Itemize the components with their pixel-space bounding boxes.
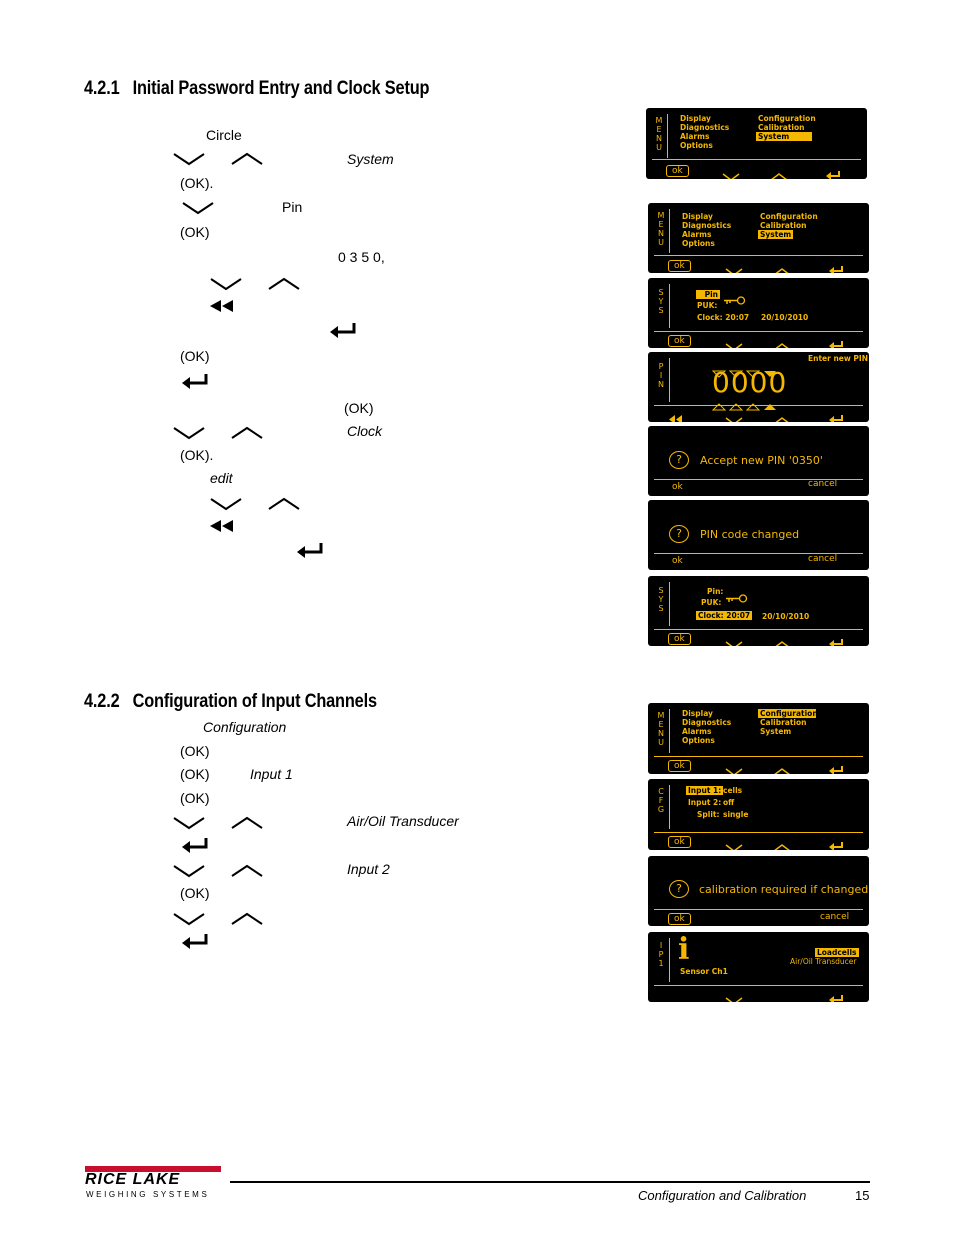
menu-item: Diagnostics — [682, 221, 732, 230]
step-ok: (OK). — [180, 447, 214, 463]
menu-item-selected: Configuration — [760, 709, 818, 718]
enter-icon — [329, 322, 357, 338]
key-icon — [724, 290, 746, 309]
section-title: Initial Password Entry and Clock Setup — [132, 78, 430, 99]
section-heading-4-2-1 — [84, 78, 429, 100]
lcd-ip1-sensor — [648, 932, 869, 1002]
menu-item: Calibration — [760, 718, 807, 727]
info-icon: i — [678, 932, 690, 967]
down-arrow-icon — [172, 864, 206, 878]
step-ok: (OK) — [180, 348, 210, 364]
menu-item-selected: System — [760, 230, 792, 239]
ok-softkey: ok — [668, 836, 691, 848]
side-label: C F G — [657, 787, 665, 814]
ok-softkey: ok — [668, 633, 691, 645]
down-softkey-icon — [725, 634, 743, 646]
cancel-softkey: cancel — [820, 912, 850, 922]
menu-item: Calibration — [758, 123, 805, 132]
question-icon: ? — [669, 451, 689, 469]
sys-date: 20/10/2010 — [761, 313, 809, 322]
step-pin: Pin — [282, 199, 303, 215]
step-input1: Input 1 — [250, 766, 293, 782]
side-label: M E N U — [657, 711, 665, 747]
lcd-menu-configuration — [648, 703, 869, 774]
up-arrow-icon — [230, 864, 264, 878]
up-softkey-icon — [770, 166, 788, 179]
enter-softkey-icon — [829, 409, 843, 422]
footer-rule — [230, 1181, 870, 1183]
step-transducer: Air/Oil Transducer — [347, 813, 459, 829]
enter-icon — [181, 837, 209, 853]
section-heading-4-2-2 — [84, 691, 377, 713]
cfg-input2: Input 2: — [688, 798, 722, 807]
lcd-pin-entry — [648, 352, 869, 422]
lcd-calibration-required — [648, 856, 869, 926]
side-label: M E N U — [655, 116, 663, 152]
up-arrow-icon — [230, 426, 264, 440]
down-softkey-icon — [725, 261, 743, 273]
ip-sensor-label: Sensor Ch1 — [680, 967, 728, 976]
down-softkey-icon — [725, 761, 743, 774]
section-number: 4.2.2 — [84, 691, 120, 712]
cfg-input1-value: cells — [723, 786, 743, 795]
menu-item: Options — [680, 141, 713, 150]
menu-item: Alarms — [682, 230, 712, 239]
sys-puk: PUK: — [697, 301, 718, 310]
up-softkey-icon — [773, 837, 791, 850]
footer-section-title: Configuration and Calibration — [638, 1188, 807, 1203]
ok-softkey: ok — [668, 335, 691, 347]
menu-item: Configuration — [760, 212, 818, 221]
up-softkey-icon — [773, 336, 791, 348]
ok-softkey: ok — [668, 913, 691, 925]
enter-softkey-icon — [829, 260, 843, 273]
down-softkey-icon — [725, 336, 743, 348]
menu-item: Diagnostics — [682, 718, 732, 727]
enter-softkey-icon — [826, 165, 840, 179]
question-icon: ? — [669, 880, 689, 898]
step-circle: Circle — [206, 127, 242, 143]
ok-softkey: ok — [672, 482, 683, 492]
cancel-softkey: cancel — [808, 554, 838, 564]
menu-item: Display — [680, 114, 711, 123]
ip-transducer-option: Air/Oil Transducer — [790, 957, 857, 966]
enter-softkey-icon — [829, 335, 843, 348]
up-arrow-icon — [267, 277, 301, 291]
cfg-input1-selected: Input 1: — [688, 786, 722, 795]
ok-softkey: ok — [668, 260, 691, 272]
up-softkey-icon — [773, 410, 791, 422]
step-edit: edit — [210, 470, 233, 486]
down-softkey-icon — [725, 837, 743, 850]
menu-item: Calibration — [760, 221, 807, 230]
rewind-icon — [209, 519, 235, 533]
up-arrow-icon — [230, 912, 264, 926]
sys-date: 20/10/2010 — [762, 612, 810, 621]
step-ok: (OK) — [180, 885, 210, 901]
page-number: 15 — [855, 1188, 870, 1203]
sys-puk: PUK: — [701, 598, 722, 607]
cfg-split: Split: — [697, 810, 720, 819]
ok-softkey: ok — [666, 165, 689, 177]
lcd-pin-changed — [648, 500, 869, 570]
key-icon — [726, 588, 748, 607]
menu-item: System — [760, 727, 792, 736]
rewind-icon — [209, 299, 235, 313]
down-arrow-icon — [172, 152, 206, 166]
sys-clock-selected: Clock: 20:07 — [698, 611, 751, 620]
ip-loadcells-selected: Loadcells — [817, 948, 857, 957]
section-title: Configuration of Input Channels — [132, 691, 377, 712]
logo-subtext: WEIGHING SYSTEMS — [86, 1190, 210, 1199]
menu-item: Alarms — [682, 727, 712, 736]
up-softkey-icon — [773, 261, 791, 273]
up-softkey-icon — [773, 761, 791, 774]
rice-lake-logo — [85, 1166, 221, 1200]
down-softkey-icon — [722, 166, 740, 179]
lcd-accept-pin — [648, 426, 869, 496]
ok-softkey: ok — [672, 556, 683, 566]
lcd-menu-system-2 — [648, 203, 869, 273]
side-label: P I N — [658, 362, 664, 389]
logo-text: RICE LAKE — [85, 1171, 181, 1188]
menu-item: Configuration — [758, 114, 816, 123]
step-configuration: Configuration — [203, 719, 287, 735]
step-ok: (OK). — [180, 175, 214, 191]
sys-clock: Clock: 20:07 — [697, 313, 750, 322]
down-softkey-icon — [725, 990, 743, 1002]
question-icon: ? — [669, 525, 689, 543]
down-arrow-icon — [209, 497, 243, 511]
pin-digits: 0000 — [712, 366, 788, 399]
step-ok: (OK) — [344, 400, 374, 416]
enter-softkey-icon — [829, 836, 843, 850]
enter-new-pin-label: Enter new PIN — [808, 354, 868, 363]
enter-softkey-icon — [829, 760, 843, 774]
menu-item: Options — [682, 736, 715, 745]
side-label: S Y S — [658, 288, 664, 315]
down-arrow-icon — [172, 816, 206, 830]
menu-item: Display — [682, 709, 713, 718]
lcd-cfg-inputs — [648, 779, 869, 850]
menu-item: Options — [682, 239, 715, 248]
menu-item: Display — [682, 212, 713, 221]
step-code: 0 3 5 0, — [338, 249, 385, 265]
enter-icon — [181, 373, 209, 389]
rewind-softkey-icon — [669, 409, 683, 422]
down-arrow-icon — [209, 277, 243, 291]
down-softkey-icon — [725, 410, 743, 422]
cancel-softkey: cancel — [808, 479, 838, 489]
calibration-required-message: calibration required if changed — [699, 883, 869, 896]
step-clock: Clock — [347, 423, 383, 439]
down-arrow-icon — [181, 201, 215, 215]
up-arrow-icon — [230, 816, 264, 830]
side-label: I P 1 — [658, 941, 664, 968]
menu-item: Diagnostics — [680, 123, 730, 132]
step-system: System — [347, 151, 394, 167]
up-arrow-icon — [267, 497, 301, 511]
step-input2: Input 2 — [347, 861, 390, 877]
lcd-menu-system — [646, 108, 867, 179]
pin-changed-message: PIN code changed — [700, 528, 800, 541]
ok-softkey: ok — [668, 760, 691, 772]
enter-icon — [296, 542, 324, 558]
enter-softkey-icon — [829, 633, 843, 646]
cfg-input2-value: off — [723, 798, 735, 807]
sys-pin: Pin: — [707, 587, 724, 596]
section-number: 4.2.1 — [84, 78, 120, 99]
step-ok: (OK) — [180, 743, 210, 759]
enter-icon — [181, 933, 209, 949]
down-arrow-icon — [172, 426, 206, 440]
sys-pin-selected: Pin — [696, 290, 720, 299]
menu-item-selected: System — [756, 132, 812, 141]
step-ok: (OK) — [180, 766, 210, 782]
side-label: M E N U — [657, 211, 665, 247]
side-label: S Y S — [658, 586, 664, 613]
menu-item: Alarms — [680, 132, 710, 141]
enter-softkey-icon — [829, 989, 843, 1002]
accept-pin-message: Accept new PIN '0350' — [700, 454, 823, 467]
lcd-sys-clock — [648, 576, 869, 646]
up-arrow-icon — [230, 152, 264, 166]
down-arrow-icon — [172, 912, 206, 926]
lcd-sys-pin — [648, 278, 869, 348]
up-softkey-icon — [773, 634, 791, 646]
cfg-split-value: single — [723, 810, 749, 819]
step-ok: (OK) — [180, 790, 210, 806]
step-ok: (OK) — [180, 224, 210, 240]
